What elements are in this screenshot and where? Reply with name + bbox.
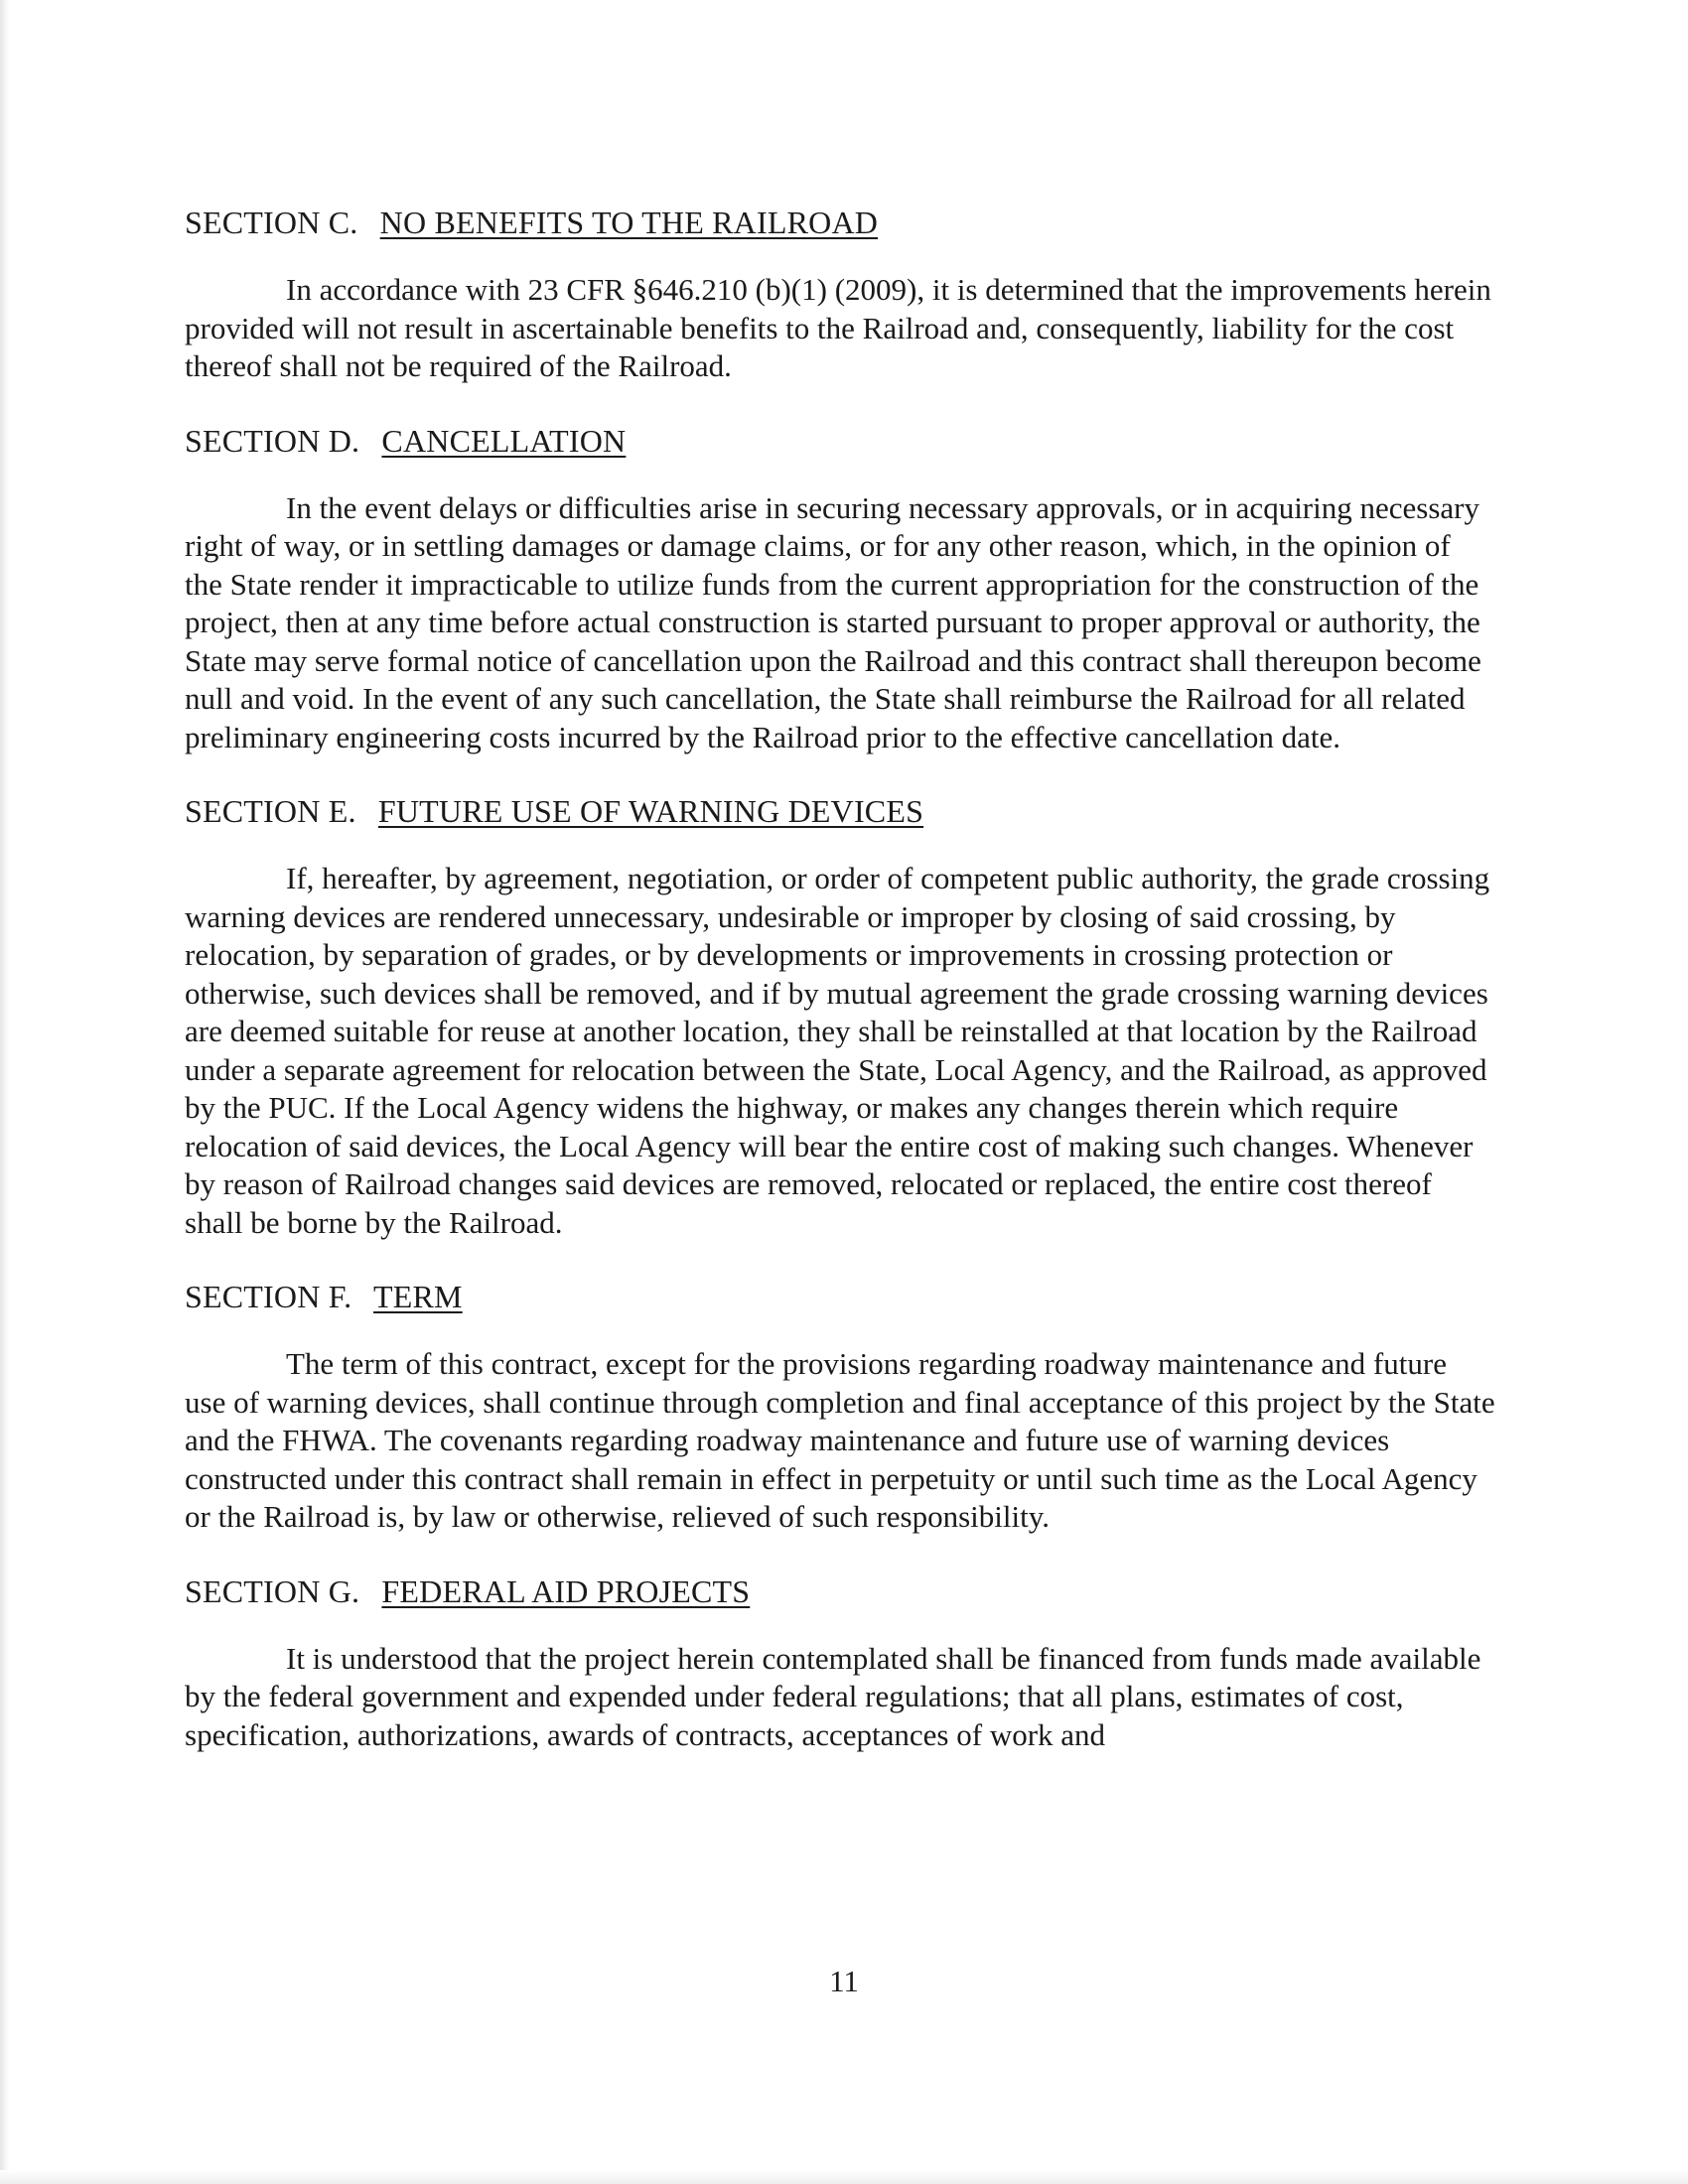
section-e-heading (185, 792, 1495, 830)
section-g-label: SECTION G. (185, 1572, 360, 1609)
section-d (185, 422, 1495, 757)
section-g-heading (185, 1572, 1495, 1610)
section-g-title: FEDERAL AID PROJECTS (381, 1572, 751, 1609)
scan-shadow-left (0, 0, 10, 2184)
section-e-title: FUTURE USE OF WARNING DEVICES (377, 793, 924, 829)
scan-shadow-bottom (0, 2170, 1688, 2184)
section-e (185, 792, 1495, 1242)
section-f-body: The term of this contract, except for the provisions regarding roadway maintenance and future use of warning devices, shall continue through completion and final acceptance of this project by the State and the FHWA. The covenants regarding roadway maintenance and future use of warning devices constructed under this contract shall remain in effect in perpetuity or until such time as the Local Agency or the Railroad is, by law or otherwise, relieved of such responsibility. (185, 1346, 1495, 1534)
section-f-title: TERM (372, 1279, 463, 1314)
section-g-body: It is understood that the project herein contemplated shall be financed from funds made available by the federal government and expended under federal regulations; that all plans, estimates of cost, specification, authorizations, awards of contracts, acceptances of work and (185, 1640, 1481, 1752)
section-e-label: SECTION E. (185, 793, 356, 829)
section-f (185, 1278, 1495, 1537)
section-c (185, 204, 1495, 386)
section-f-label: SECTION F. (185, 1279, 352, 1314)
section-d-label: SECTION D. (185, 422, 360, 459)
document-page (185, 204, 1495, 1790)
section-d-title: CANCELLATION (381, 422, 627, 459)
section-c-body: In accordance with 23 CFR §646.210 (b)(1) (2009), it is determined that the improvements herein provided will not result in ascertainable benefits to the Railroad and, consequently, liability for the cost thereof shall not be required of the Railroad. (185, 272, 1491, 383)
section-c-title: NO BENEFITS TO THE RAILROAD (379, 205, 879, 240)
section-d-heading (185, 422, 1495, 460)
section-e-body: If, hereafter, by agreement, negotiation, or order of competent public authority, the grade crossing warning devices are rendered unnecessary, undesirable or improper by closing of said crossing, by relocation, by separation of grades, or by developments or improvements in crossing protection or otherwise, such devices shall be removed, and if by mutual agreement the grade crossing warning devices are deemed suitable for reuse at another location, they shall be reinstalled at that location by the Railroad under a separate agreement for relocation between the State, Local Agency, and the Railroad, as approved by the PUC. If the Local Agency widens the highway, or makes any changes therein which require relocation of said devices, the Local Agency will bear the entire cost of making such changes. Whenever by reason of Railroad changes said devices are removed, relocated or replaced, the entire cost thereof shall be borne by the Railroad. (185, 861, 1490, 1240)
section-d-body: In the event delays or difficulties arise in securing necessary approvals, or in acquiring necessary right of way, or in settling damages or damage claims, or for any other reason, which, in the opinion of the State render it impracticable to utilize funds from the current appropriation for the construction of the project, then at any time before actual construction is started pursuant to proper approval or authority, the State may serve formal notice of cancellation upon the Railroad and this contract shall thereupon become null and void. In the event of any such cancellation, the State shall reimburse the Railroad for all related preliminary engineering costs incurred by the Railroad prior to the effective cancellation date. (185, 489, 1481, 754)
section-f-heading (185, 1278, 1495, 1315)
section-c-label: SECTION C. (185, 205, 358, 240)
section-g (185, 1572, 1495, 1755)
page-number: 11 (829, 1964, 859, 1998)
section-c-heading (185, 204, 1495, 241)
